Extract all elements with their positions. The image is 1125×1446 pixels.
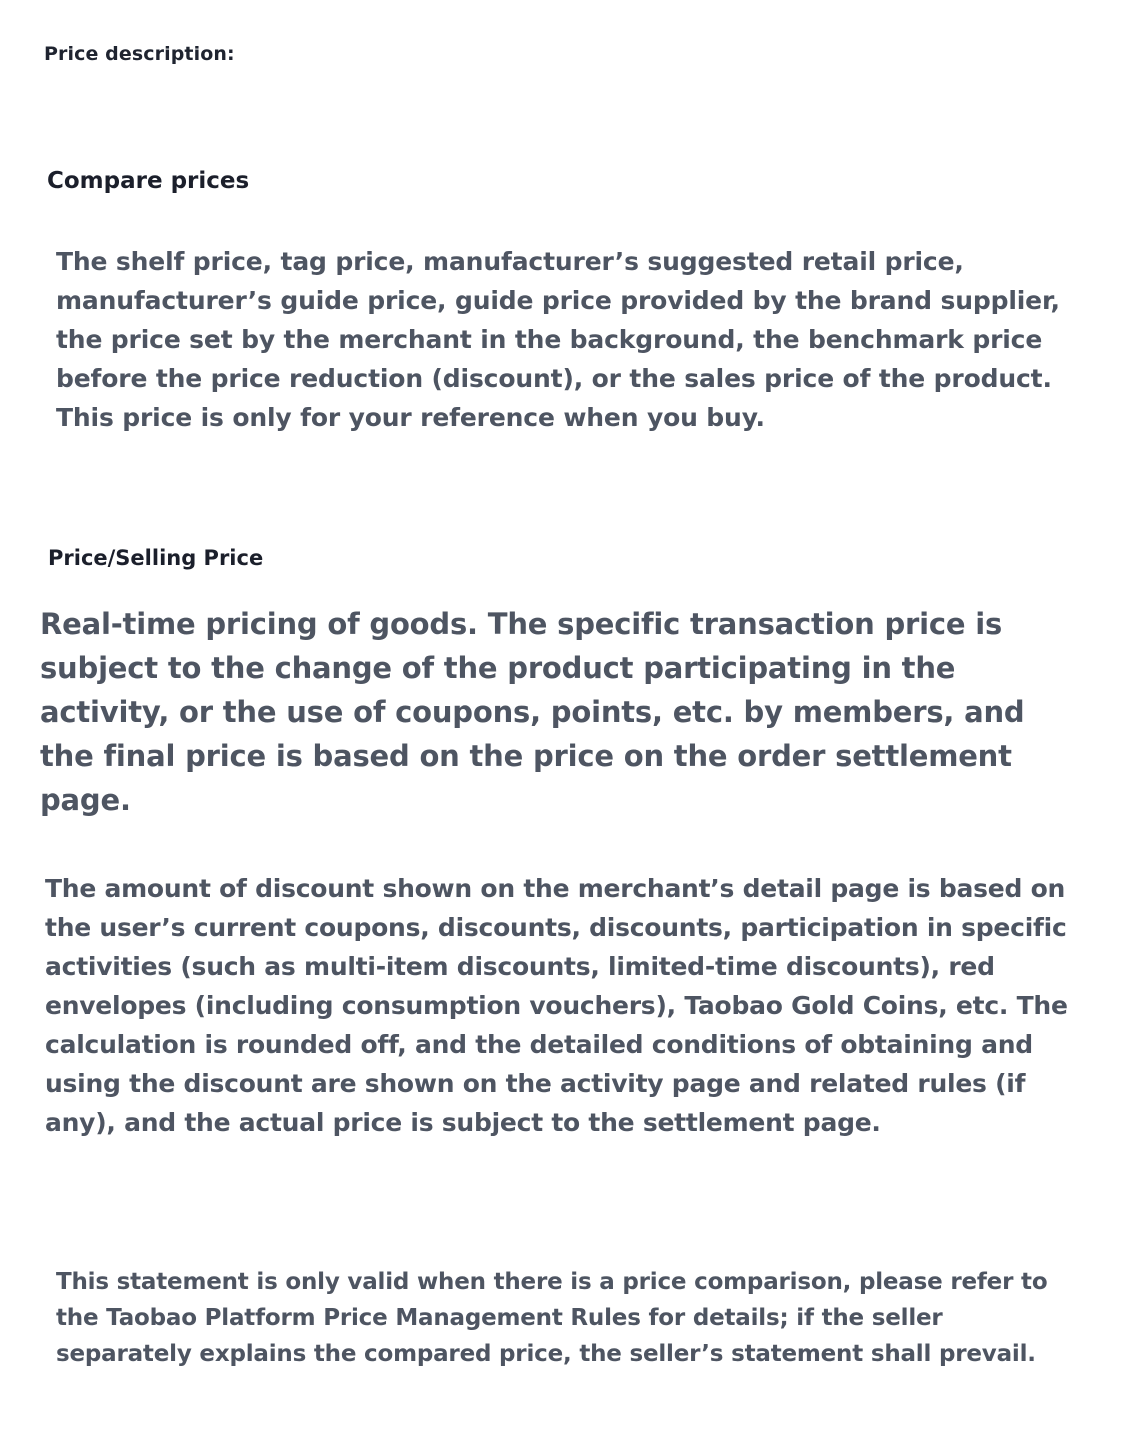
selling-price-text: Real-time pricing of goods. The specific transaction price is subject to the change of the product participating in the activity, or the use of coupons, points, etc. by members, and the final price is based on the price on the order settlement page.: [40, 607, 1025, 817]
page-title: Price description:: [44, 43, 235, 65]
compare-prices-text: The shelf price, tag price, manufacturer’s suggested retail price, manufacturer’s guide price, guide price provided by the brand supplier, the price set by the merchant in the background, the benchmark price before the price reduction (discount), or the sales price of the product. This price is only for your reference when you buy.: [56, 247, 1060, 432]
discount-text: The amount of discount shown on the merchant’s detail page is based on the user’s current coupons, discounts, discounts, participation in specific activities (such as multi-item discounts, limited-time discounts), red envelopes (including consumption vouchers), Taobao Gold Coins, etc. The calculation is rounded off, and the detailed conditions of obtaining and using the discount are shown on the activity page and related rules (if any), and the actual price is subject to the settlement page.: [45, 874, 1068, 1137]
compare-prices-heading: Compare prices: [47, 168, 250, 194]
statement-text: This statement is only valid when there is a price comparison, please refer to the Taobao Platform Price Management Rules for details; if the seller separately explains the compared price, the seller’s statement shall prevail.: [56, 1269, 1048, 1367]
selling-price-heading: Price/Selling Price: [48, 546, 264, 570]
